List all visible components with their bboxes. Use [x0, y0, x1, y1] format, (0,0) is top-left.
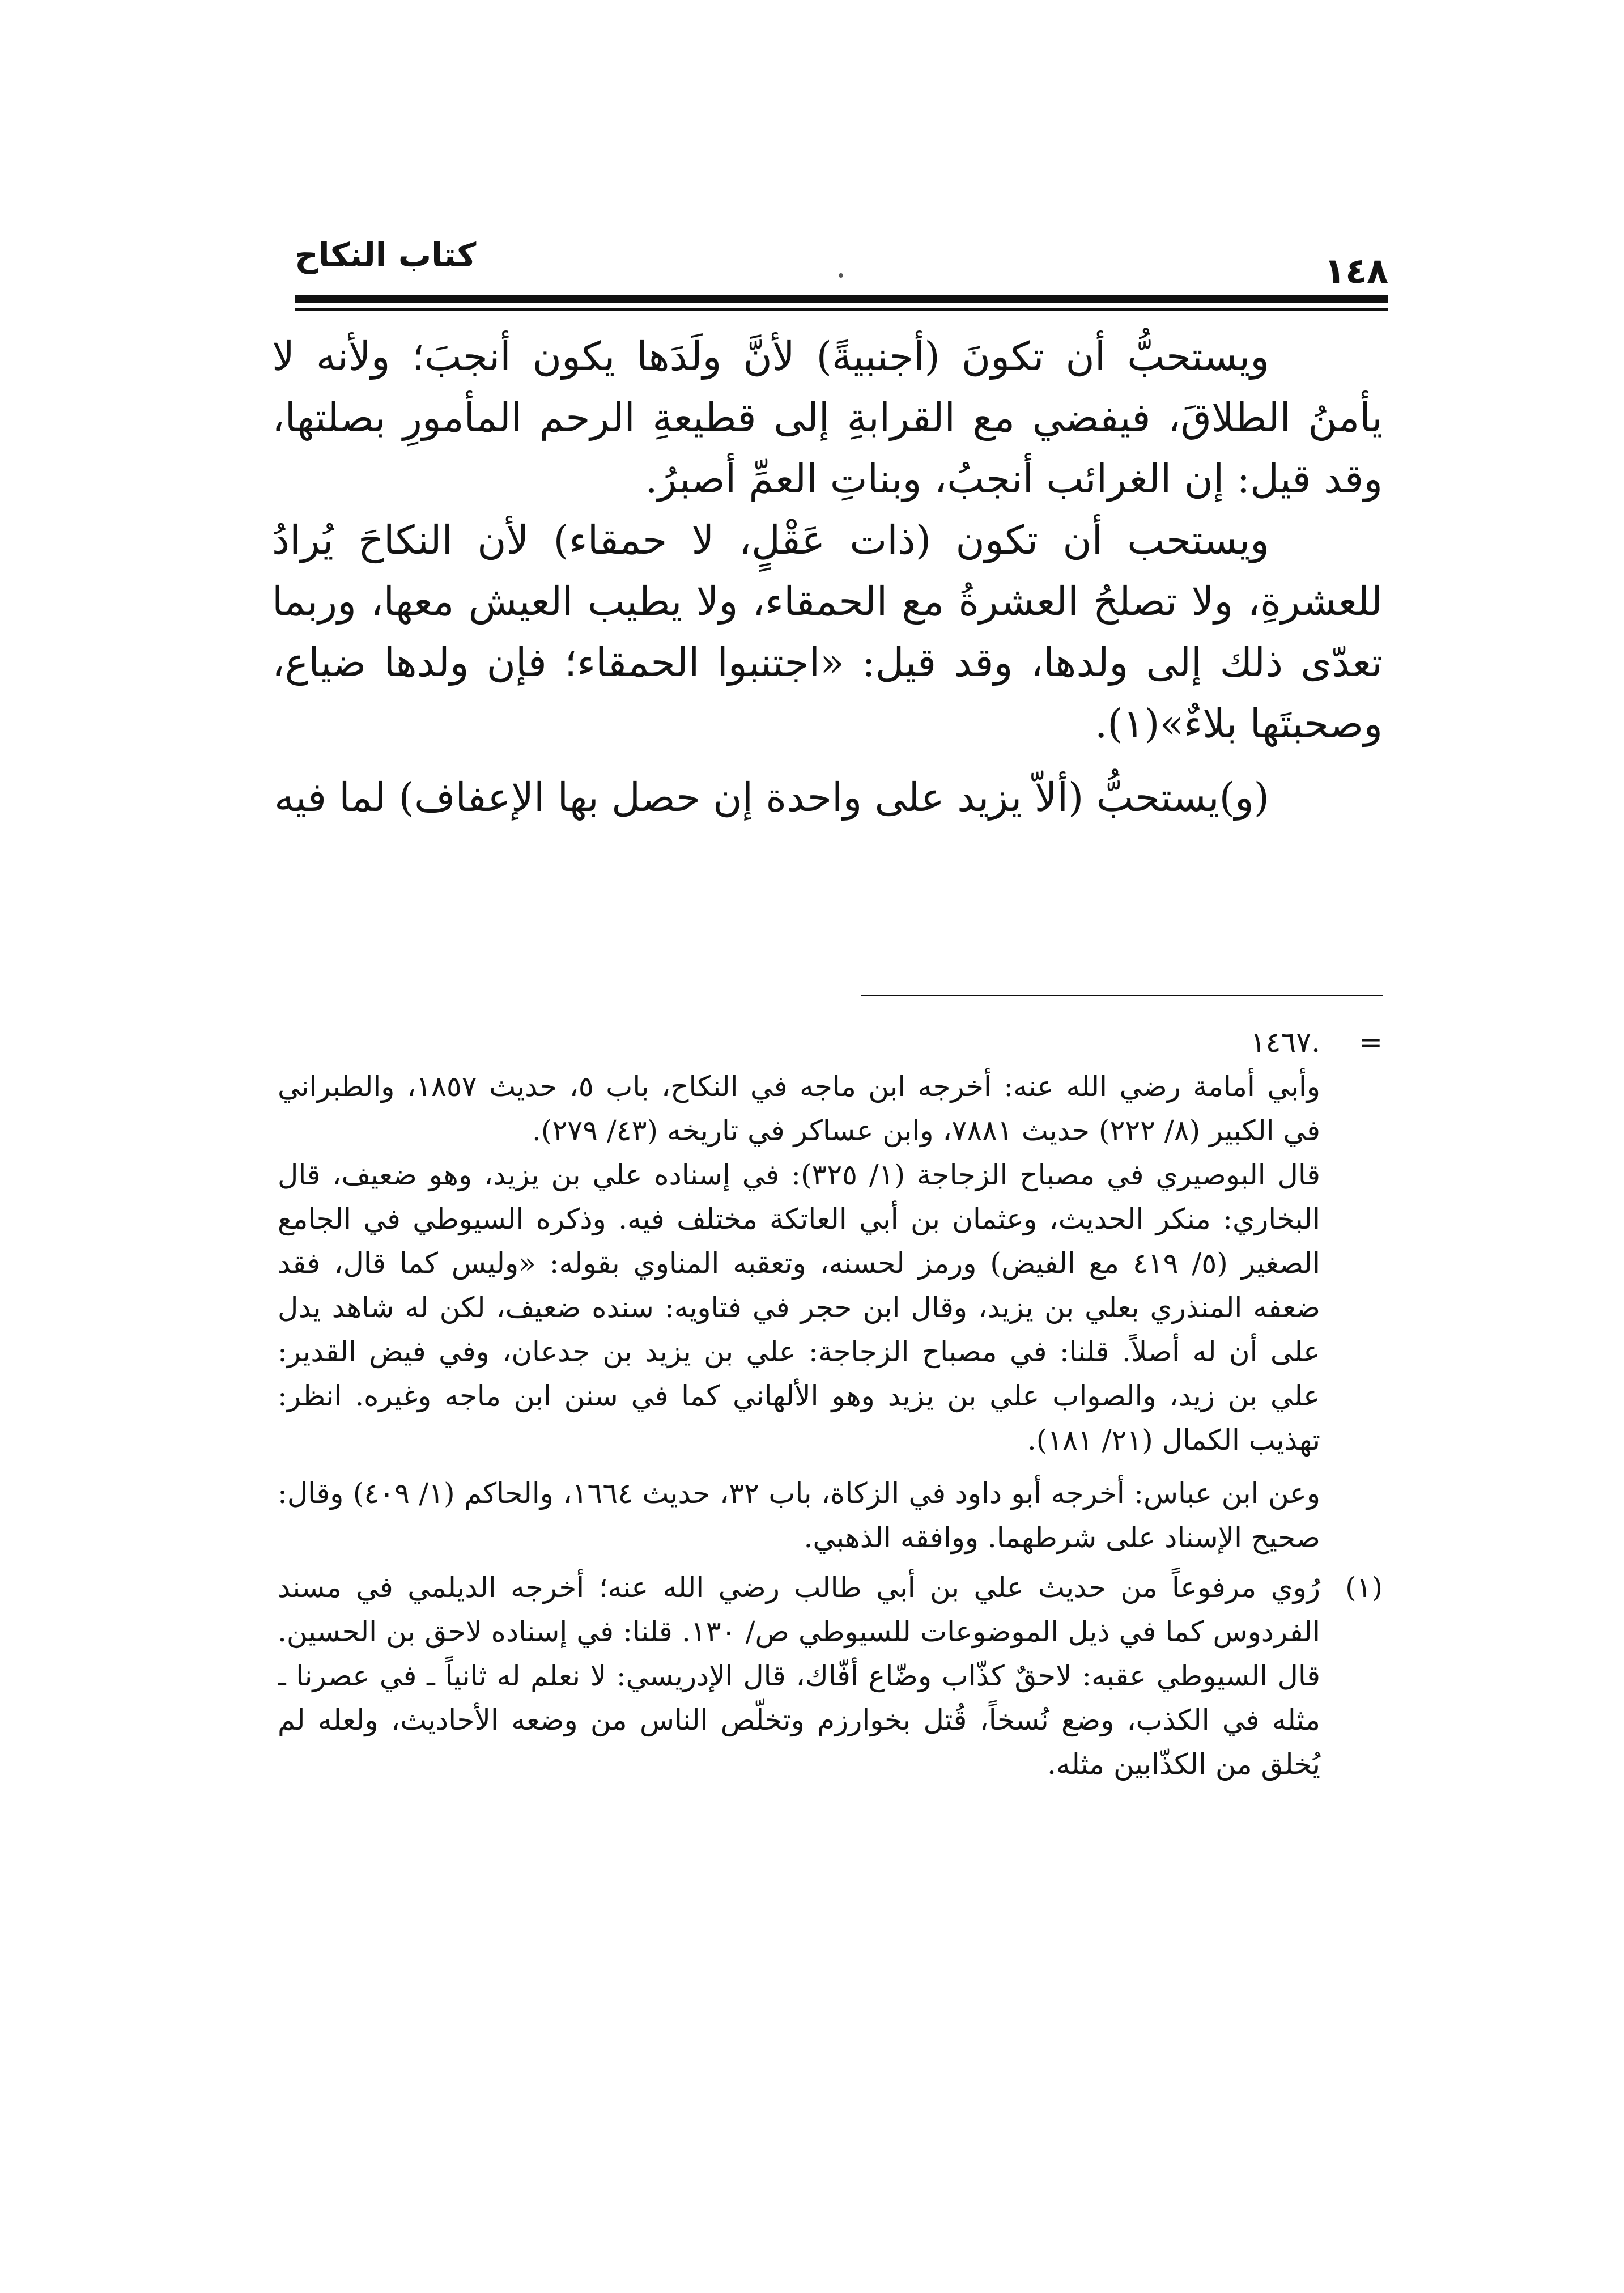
footnote-continuation [278, 1020, 1383, 1064]
running-title: كتاب النكاح [295, 236, 477, 274]
header-dot [839, 273, 843, 278]
header-rule-thick [295, 295, 1388, 303]
footnote-text: رُوي مرفوعاً من حديث علي بن أبي طالب رضي الله عنه؛ أخرجه الديلمي في مسند الفردوس كما في ذيل الموضوعات للسيوطي ص/ ١٣٠. قلنا: في إسناده لاحق بن الحسين. قال السيوطي عقبه: لاحقٌ كذّاب وضّاع أفّاك، قال الإدريسي: لا نعلم له ثانياً ـ في عصرنا ـ مثله في الكذب، وضع نُسخاً، قُتل بخوارزم وتخلّص الناس من وضعه الأحاديث، ولعله لم يُخلق من الكذّابين مثله. [278, 1571, 1320, 1781]
main-text [272, 326, 1383, 978]
footnote-separator [861, 995, 1383, 996]
paragraph: ويستحب أن تكون (ذات عَقْلٍ، لا حمقاء) لأن النكاحَ يُرادُ للعشرةِ، ولا تصلحُ العشرةُ مع الحمقاء، ولا يطيب العيش معها، وربما تعدّى ذلك إلى ولدها، وقد قيل: «اجتنبوا الحمقاء؛ فإن ولدها ضياع، وصحبتَها بلاءٌ»(١). [272, 517, 1383, 747]
footnote-number: (١) [1345, 1571, 1383, 1604]
footnote-block: قال البوصيري في مصباح الزجاجة (١/ ٣٢٥): في إسناده علي بن يزيد، وهو ضعيف، قال البخاري: منكر الحديث، وعثمان بن أبي العاتكة مختلف فيه. وذكره السيوطي في الجامع الصغير (٥/ ٤١٩ مع الفيض) ورمز لحسنه، وتعقبه المناوي بقوله: «وليس كما قال، فقد ضعفه المنذري بعلي بن يزيد، وقال ابن حجر في فتاويه: سنده ضعيف، لكن له شاهد يدل على أن له أصلاً. قلنا: في مصباح الزجاجة: علي بن يزيد بن جدعان، وفي فيض القدير: علي بن زيد، والصواب علي بن يزيد وهو الألهاني كما في سنن ابن ماجه وغيره. انظر: تهذيب الكمال (٢١/ ١٨١). [278, 1158, 1321, 1457]
paragraph: (و)يستحبُّ (ألاّ يزيد على واحدة إن حصل بها الإعفاف) لما فيه [274, 774, 1269, 821]
page-number: ١٤٨ [1324, 250, 1388, 291]
footnote-block: وعن ابن عباس: أخرجه أبو داود في الزكاة، باب ٣٢، حديث ١٦٦٤، والحاكم (١/ ٤٠٩) وقال: صحيح الإسناد على شرطهما. ووافقه الذهبي. [278, 1477, 1321, 1554]
footnote-item [278, 1565, 1383, 1786]
paragraph: ويستحبُّ أن تكونَ (أجنبيةً) لأنَّ ولَدَها يكون أنجبَ؛ ولأنه لا يأمنُ الطلاقَ، فيفضي مع القرابةِ إلى قطيعةِ الرحم المأمورِ بصلتها، وقد قيل: إن الغرائب أنجبُ، وبناتِ العمِّ أصبرُ. [272, 333, 1383, 502]
continuation-marker: = [1359, 1026, 1383, 1059]
footnote-block: وأبي أمامة رضي الله عنه: أخرجه ابن ماجه في النكاح، باب ٥، حديث ١٨٥٧، والطبراني في الكبير (٨/ ٢٢٢) حديث ٧٨٨١، وابن عساكر في تاريخه (٤٣/ ٢٧٩). [278, 1070, 1321, 1147]
continuation-number: .١٤٦٧ [1250, 1026, 1320, 1059]
page-header [295, 232, 1388, 295]
header-rule-thin [295, 308, 1388, 311]
footnotes [278, 1020, 1383, 2086]
